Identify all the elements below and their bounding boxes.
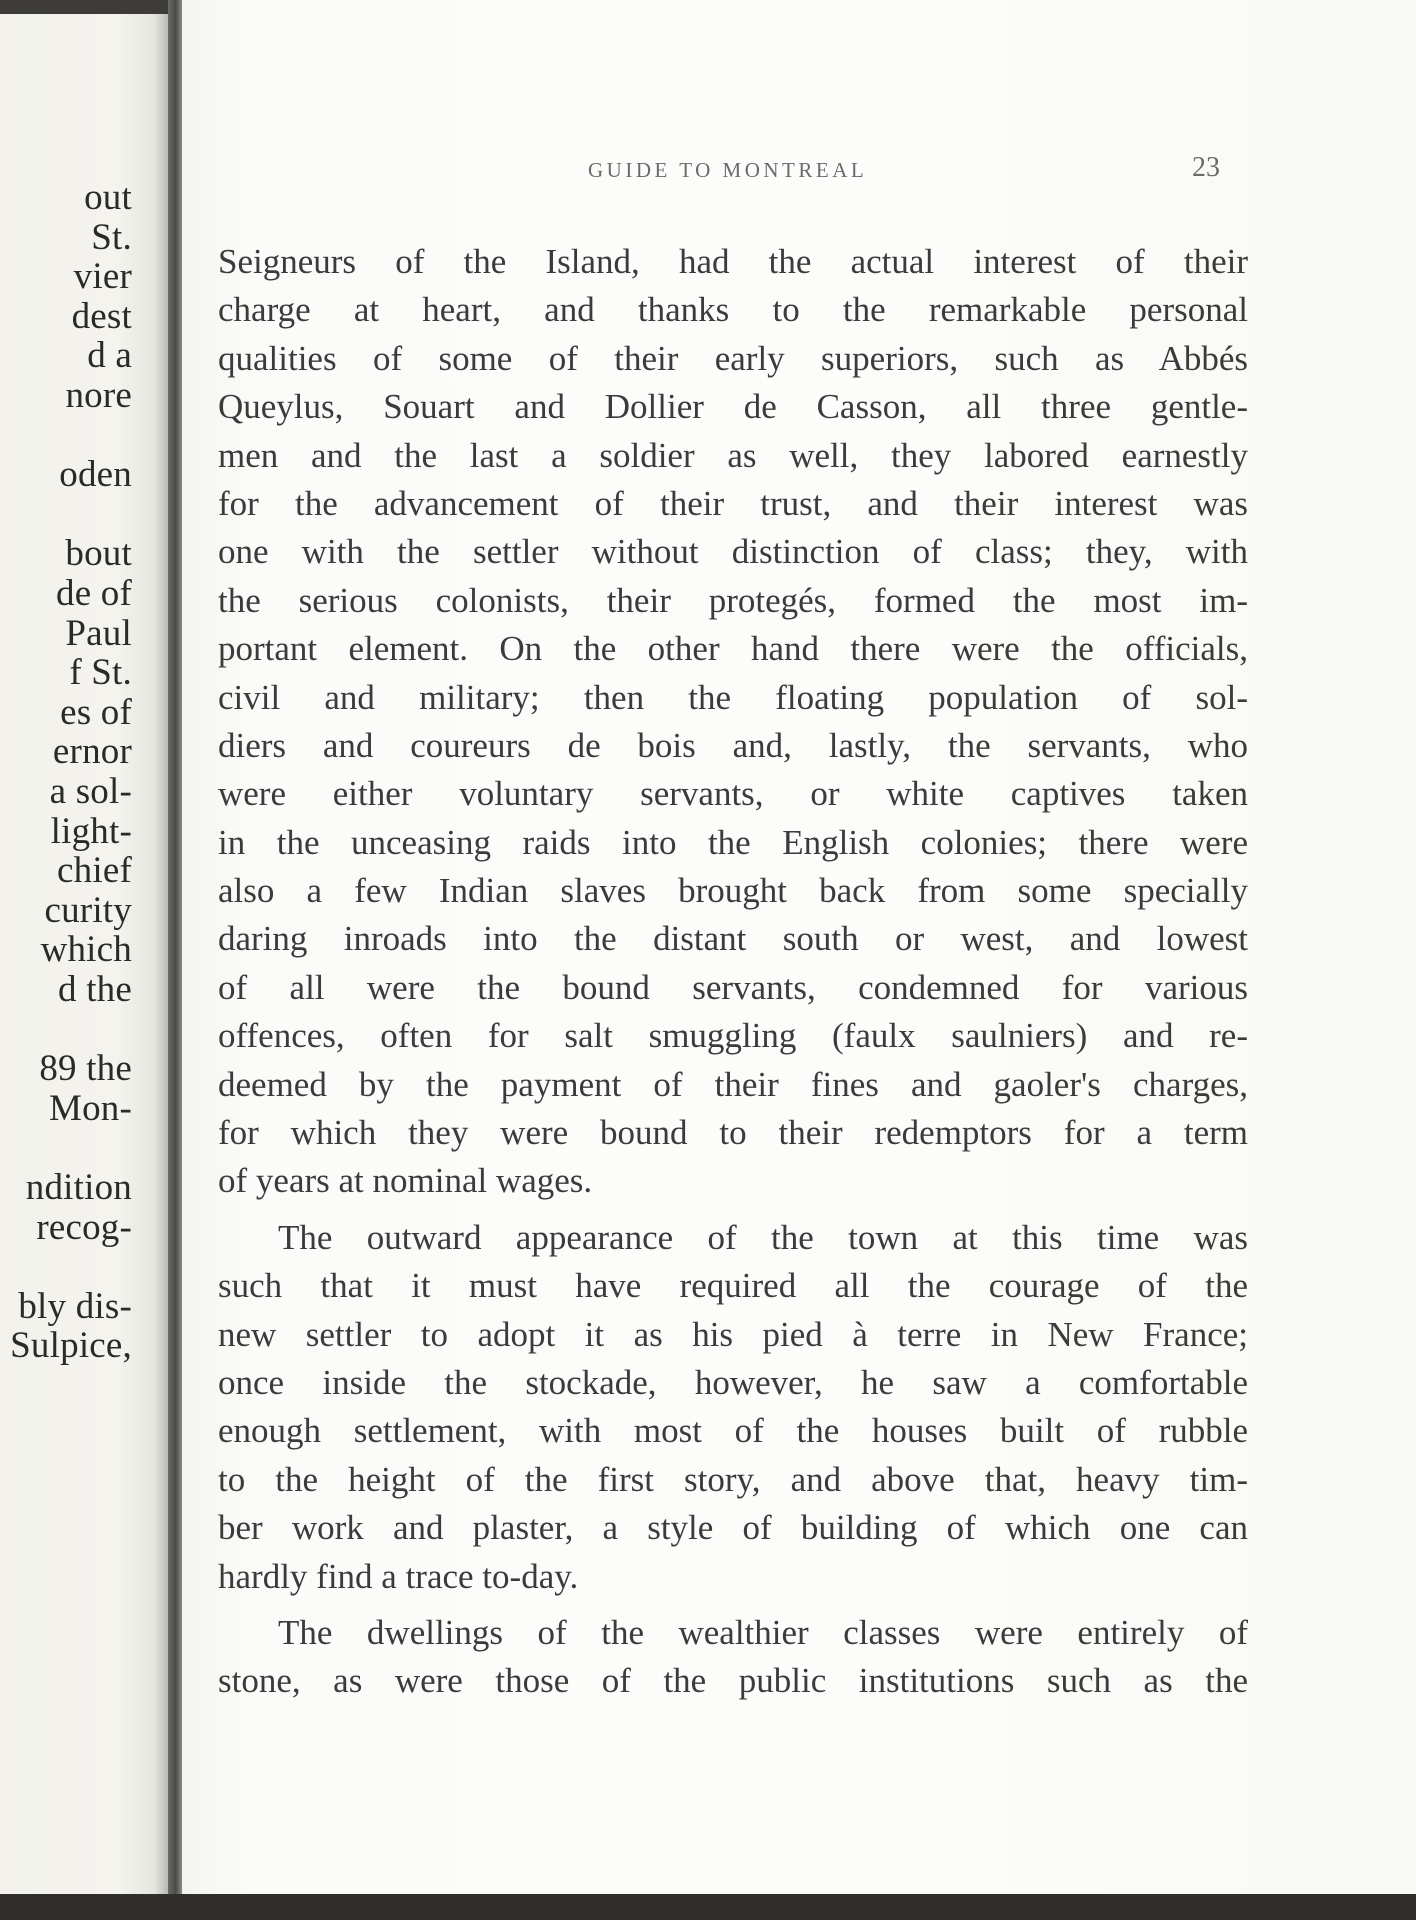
text-line: such that it must have required all the courage of the: [218, 1266, 1248, 1306]
text-line: ber work and plaster, a style of building of which one can: [218, 1508, 1248, 1548]
previous-page-fragment: dest: [71, 295, 132, 337]
body-text: [218, 238, 1248, 1706]
paragraph-gap: [218, 1601, 1248, 1609]
previous-page-fragment: Paul: [65, 612, 132, 654]
text-line: Queylus, Souart and Dollier de Casson, all three gentle-: [218, 387, 1248, 427]
text-line: new settler to adopt it as his pied à terre in New France;: [218, 1314, 1248, 1354]
text-line: portant element. On the other hand there were the officials,: [218, 629, 1248, 669]
text-line: once inside the stockade, however, he saw a comfortable: [218, 1362, 1248, 1402]
previous-page-fragment: es of: [60, 691, 132, 733]
text-line: of all were the bound servants, condemned for various: [218, 967, 1248, 1007]
previous-page-fragment: which: [40, 929, 132, 971]
previous-page-fragment: Mon-: [48, 1087, 132, 1129]
text-line: were either voluntary servants, or white captives taken: [218, 774, 1248, 814]
text-line: charge at heart, and thanks to the remarkable personal: [218, 290, 1248, 330]
previous-page-fragment: a sol-: [49, 771, 132, 812]
text-line: civil and military; then the floating population of sol-: [218, 677, 1248, 717]
text-line: for the advancement of their trust, and their interest was: [218, 483, 1248, 523]
text-line: deemed by the payment of their fines and gaoler's charges,: [218, 1064, 1248, 1104]
previous-page-fragment: curity: [44, 889, 132, 931]
previous-page-fragment: recog-: [36, 1206, 132, 1248]
paragraph: [218, 238, 1248, 1206]
previous-page-fragment: oden: [59, 454, 132, 496]
previous-page-fragment: bly dis-: [18, 1285, 132, 1327]
paragraph-gap: [218, 1206, 1248, 1214]
previous-page-fragment: ernor: [52, 731, 132, 773]
book-spine: [168, 0, 182, 1920]
text-line: offences, often for salt smuggling (faulx saulniers) and re-: [218, 1016, 1248, 1056]
previous-page-fragment: ndition: [25, 1167, 132, 1208]
previous-page-fragment: 89 the: [39, 1048, 132, 1090]
previous-page-fragment: bout: [65, 533, 132, 575]
previous-page-fragment: St.: [91, 216, 132, 258]
text-line: enough settlement, with most of the houses built of rubble: [218, 1411, 1248, 1451]
text-line: the serious colonists, their protegés, formed the most im-: [218, 580, 1248, 620]
previous-page-fragment: de of: [56, 573, 132, 614]
previous-page-fragment: out: [84, 177, 132, 218]
previous-page-fragment: d the: [58, 969, 132, 1010]
previous-page-fragment: chief: [57, 850, 132, 892]
text-line: to the height of the first story, and above that, heavy tim-: [218, 1459, 1248, 1499]
paragraph: [218, 1609, 1248, 1706]
page-number: 23: [1192, 152, 1220, 183]
text-line: Seigneurs of the Island, had the actual interest of their: [218, 242, 1248, 281]
text-line: The dwellings of the wealthier classes were entirely of: [278, 1612, 1248, 1652]
previous-page-fragment: vier: [73, 256, 132, 298]
previous-page-fragment: d a: [87, 335, 132, 377]
text-line: also a few Indian slaves brought back from some specially: [218, 871, 1248, 911]
text-line: one with the settler without distinction of class; they, with: [218, 532, 1248, 572]
text-line: hardly find a trace to-day.: [218, 1556, 579, 1596]
paragraph: [218, 1214, 1248, 1601]
previous-page-fragment: Sulpice,: [10, 1325, 132, 1367]
book-page: [182, 0, 1416, 1900]
text-line: diers and coureurs de bois and, lastly, the servants, who: [218, 725, 1248, 765]
previous-page-fragment: light-: [50, 810, 132, 852]
previous-page-fragment: f St.: [69, 652, 132, 694]
previous-page-fragment: nore: [65, 375, 132, 416]
text-line: stone, as were those of the public institutions such as the: [218, 1661, 1248, 1701]
text-line: of years at nominal wages.: [218, 1161, 593, 1201]
text-line: The outward appearance of the town at this time was: [278, 1217, 1248, 1257]
text-line: men and the last a soldier as well, they labored earnestly: [218, 435, 1248, 475]
running-head: GUIDE TO MONTREAL: [588, 158, 868, 182]
text-line: daring inroads into the distant south or west, and lowest: [218, 919, 1248, 959]
text-line: qualities of some of their early superiors, such as Abbés: [218, 338, 1248, 378]
scan-bottom-edge: [0, 1894, 1416, 1920]
previous-page-edge: [0, 14, 168, 1894]
text-line: for which they were bound to their redemptors for a term: [218, 1113, 1248, 1153]
text-line: in the unceasing raids into the English colonies; there were: [218, 822, 1248, 862]
